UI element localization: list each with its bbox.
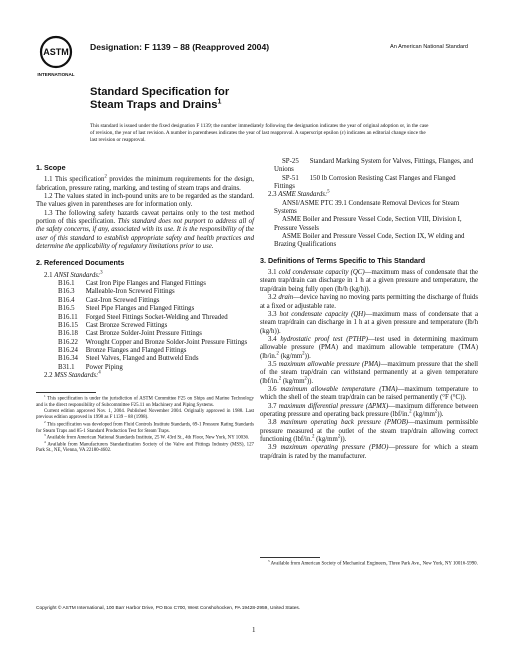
american-national-standard-label: An American National Standard [390, 44, 469, 50]
reference-title: Standard Marking System for Valves, Fittings, Flanges, and Unions [274, 158, 474, 174]
footnote-5: $^5$ Available from American Society of Mechanical Engineers, Three Park Ave., New York, NY 10016-5990. [268, 559, 478, 567]
reference-item: ANSI/ASME PTC 39.1 Condensate Removal Devices for Steam Systems [274, 199, 460, 216]
reference-item: ASME Boiler and Pressure Vessel Code, Section IX, W elding and Brazing Qualifications [274, 233, 465, 249]
reference-item [36, 339, 254, 347]
reference-item [36, 280, 254, 288]
definition-3-7: 3.7 maximum differential pressure (ΔPMX)—maximum difference between operating pressure and operating back pressure (lbf/in.$^2$ $(kg/mm^2)$). [260, 402, 479, 418]
right-column [260, 158, 478, 568]
designation: Designation: F 1139 – 88 (Reapproved 2004) [90, 42, 270, 52]
reference-title: Cast Bronze Solder-Joint Pressure Fittings [85, 330, 202, 338]
reference-code: B16.18 [58, 330, 78, 338]
asme-standards-label: 2.3 ASME Standards:$^5$ [268, 190, 330, 199]
reference-title: Malleable-Iron Screwed Fittings [85, 288, 175, 296]
footnote-1: $^1$ This specification is under the jurisdiction of ASTM Committee F25 on Ships and Marine Technology and is the direct responsibility of Subcommittee F25.11 on Machinery and Piping Systems. [36, 394, 254, 409]
logo-subtext: INTERNATIONAL [37, 72, 75, 77]
reference-item [260, 158, 478, 175]
footnote-2: $^2$ This specification was developed from Fluid Controls Institute Standards, 69-1 Pressure Rating Standards for Steam Traps and 85-1 Standard Production Test for Steam Traps. [36, 419, 254, 434]
scope-heading: 1. Scope [36, 163, 66, 172]
definition-3-6: 3.6 maximum allowable temperature (TMA)—maximum temperature to which the shell of the steam trap/drain can be raised permanently (°F (°C)). [260, 385, 478, 402]
reference-item [36, 305, 254, 313]
issuance-note: This standard is issued under the fixed designation F 1139; the number immediately following the designation indicates the year of original adoption or, in the case of revision, the year of last revision. A number in parentheses indicates the year of last reapproval. A superscript epsilon (ε) indicates an editorial change since the last revision or reapproval. [90, 123, 429, 143]
reference-item [36, 347, 254, 355]
reference-title: 150 lb Corrosion Resisting Cast Flanges and Flanged Fittings [274, 174, 456, 191]
reference-title: Steel Pipe Flanges and Flanged Fittings [85, 305, 195, 313]
reference-item [36, 364, 254, 372]
reference-title: Cast Bronze Screwed Fittings [85, 321, 168, 329]
footnote-divider [260, 557, 320, 558]
ansi-reference-list [36, 280, 254, 372]
reference-code: B16.24 [58, 346, 78, 354]
left-column [36, 158, 254, 455]
footnote-divider [36, 392, 96, 393]
copyright-line: Copyright © ASTM International, 100 Barr Harbor Drive, PO Box C700, West Conshohocken, PA 19428-2959, United States. [36, 606, 301, 611]
title-line-2: Steam Traps and Drains$^1$ [90, 98, 222, 111]
reference-code: SP-25 [282, 158, 299, 165]
reference-title: Cast-Iron Screwed Fittings [85, 296, 160, 304]
footnote-3: $^3$ Available from American National Standards Institute, 25 W. 43rd St., 4th Floor, New York, NY 10036. [44, 432, 250, 441]
reference-title: Cast Iron Pipe Flanges and Flanged Fittings [85, 280, 206, 288]
scope-1-1: 1.1 This specification$^2$ provides the minimum requirements for the design, fabrication, pressure rating, marking, and testing of steam traps and drains. [36, 175, 255, 192]
definition-3-1: 3.1 cold condensate capacity (QC)—maximum mass of condensate that the steam trap/drain can discharge in 1 h at a given pressure and temperature, the trap/drain being fully open (lb/h (kg/h)). [260, 269, 479, 293]
reference-title: Bronze Flanges and Flanged Fittings [85, 346, 187, 354]
logo-text: ASTM [43, 47, 69, 57]
scope-1-2: 1.2 The values stated in inch-pound units are to be regarded as the standard. The values given in parentheses are for information only. [36, 193, 254, 209]
definition-3-8: 3.8 maximum operating back pressure (PMOB)—maximum permissible pressure measured at the outlet of the steam trap/drain allowing correct functioning (lbf/in.$^2$ $(kg/mm^2)$). [260, 419, 478, 443]
reference-item [260, 175, 478, 192]
reference-item: ASME Boiler and Pressure Vessel Code, Section VIII, Division I, Pressure Vessels [274, 216, 462, 232]
reference-code: B16.22 [58, 338, 78, 346]
asme-reference-list [260, 200, 478, 250]
definition-3-2: 3.2 drain—device having no moving parts permitting the discharge of fluids at a fixed or adjustable rate. [260, 294, 479, 310]
footnote-4: $^4$ Available from Manufacturers Standardization Society of the Valve and Fittings Industry (MSS), 127 Park St., NE, Vienna, VA 22180-4602. [36, 439, 255, 454]
definition-3-9: 3.9 maximum operating pressure (PMO)—pressure for which a steam trap/drain is rated by the manufacturer. [260, 444, 478, 460]
reference-item [36, 314, 254, 322]
reference-code: B16.4 [58, 296, 75, 304]
reference-code: B16.15 [58, 321, 78, 329]
reference-title: Wrought Copper and Bronze Solder-Joint Pressure Fittings [85, 338, 248, 346]
page-number: 1 [252, 626, 256, 634]
reference-code: B16.1 [58, 280, 75, 288]
reference-item [36, 322, 254, 330]
reference-title: Steel Valves, Flanged and Buttweld Ends [85, 355, 199, 363]
document-title [90, 86, 229, 112]
scope-1-3: 1.3 The following safety hazards caveat pertains only to the test method portion of this specification. This standard does not purport to address all of the safety concerns, if any, associated with its use. It is the responsibility of the user of this standard to establish appropriate safety and health practices and determine the applicability of regulatory limitations prior to use. [36, 209, 254, 251]
definitions-heading: 3. Definitions of Terms Specific to This Standard [260, 255, 426, 265]
ansi-standards-label: 2.1 ANSI Standards:$^3$ [44, 270, 103, 279]
reference-title: Power Piping [85, 363, 123, 371]
mss-reference-list [260, 158, 478, 191]
reference-code: SP-51 [282, 174, 299, 182]
definition-3-4: 3.4 hydrostatic proof test (PTHP)—test used in determining maximum allowable pressure (PMA) and maximum allowable temperature (TMA) (lb/in.$^2$ $(kg/mm^2)$). [260, 335, 478, 360]
reference-code: B16.34 [58, 355, 78, 363]
footnote-1b: Current edition approved Nov. 1, 2004. Published November 2004. Originally approved in 1988. Last previous edition approved in 1998 as F 1139 – 88 (1998). [36, 409, 254, 421]
astm-logo [36, 34, 76, 80]
title-line-1: Standard Specification for [90, 86, 230, 98]
references-heading: 2. Referenced Documents [36, 258, 125, 268]
reference-code: B16.11 [58, 313, 78, 321]
definition-3-5: 3.5 maximum allowable pressure (PMA)—maximum pressure that the shell of the steam trap/drain can withstand permanently at a given temperature (lbf/in.$^2$ $(kg/mm^2)$). [260, 360, 479, 385]
definition-3-3: 3.3 hot condensate capacity (QH)—maximum mass of condensate that a steam trap/drain can discharge in 1 h at a given pressure and temperature (lb/h (kg/h)). [260, 310, 479, 335]
reference-item [36, 355, 254, 363]
reference-code: B31.1 [58, 363, 75, 371]
reference-title: Forged Steel Fittings Socket-Welding and Threaded [85, 313, 228, 321]
mss-standards-label: 2.2 MSS Standards:$^4$ [44, 370, 101, 379]
reference-item [36, 297, 254, 305]
reference-code: B16.3 [58, 288, 75, 296]
reference-item [36, 330, 254, 338]
reference-code: B16.5 [58, 305, 75, 313]
reference-item [36, 288, 254, 296]
